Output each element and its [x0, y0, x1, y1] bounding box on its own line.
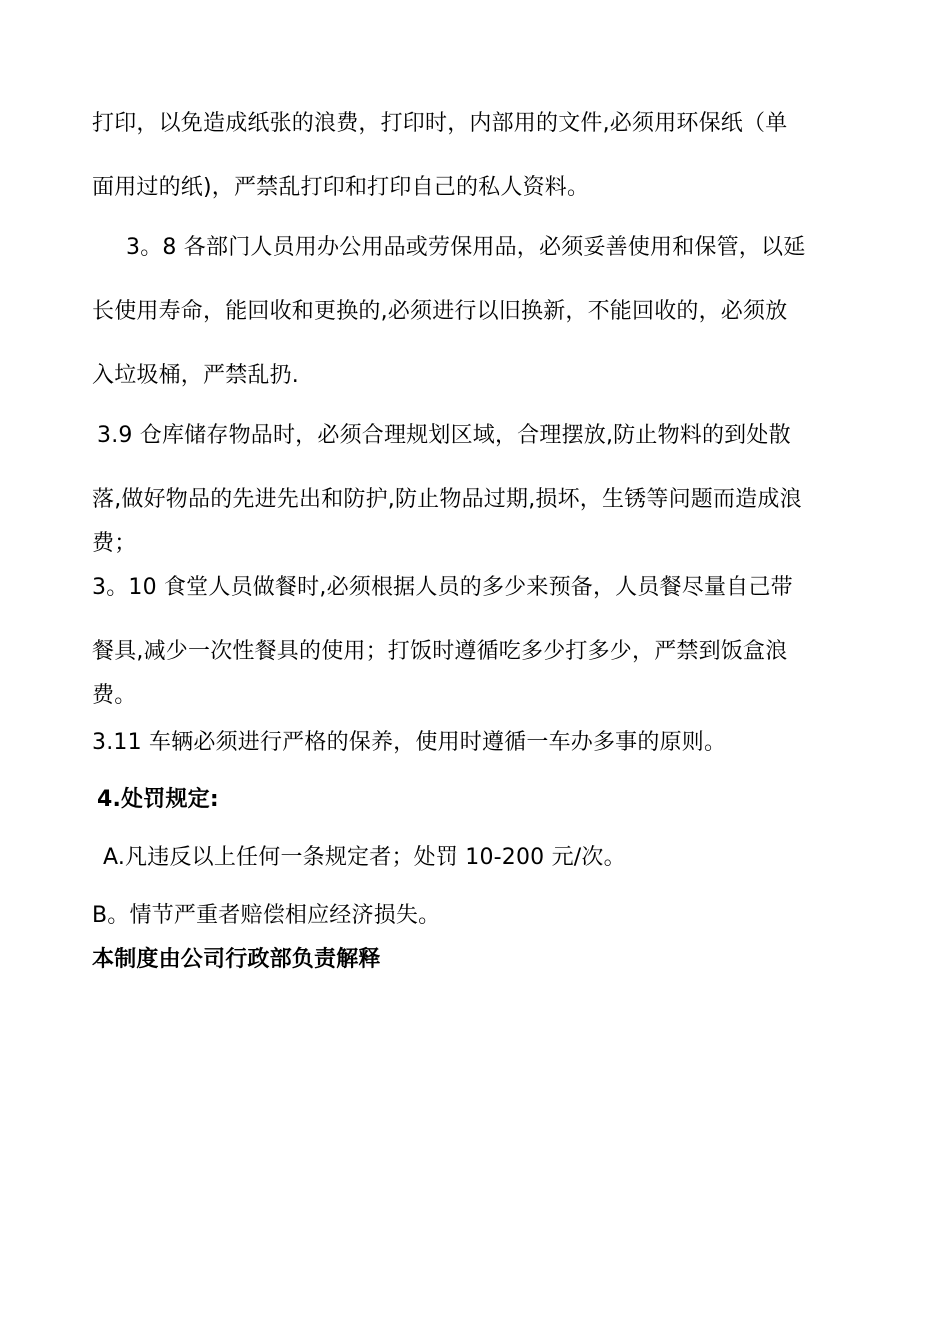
paragraph-line: 入垃圾桶，严禁乱扔.: [92, 363, 299, 388]
paragraph-line: B。情节严重者赔偿相应经济损失。: [92, 903, 441, 928]
paragraph-line: 费；: [92, 531, 137, 556]
paragraph-line: 打印，以免造成纸张的浪费，打印时，内部用的文件,必须用环保纸（单: [92, 111, 788, 136]
paragraph-line: 3.11 车辆必须进行严格的保养，使用时遵循一车办多事的原则。: [92, 730, 727, 755]
paragraph-line: 费。: [92, 683, 137, 708]
closing-statement: 本制度由公司行政部负责解释: [92, 947, 381, 972]
paragraph-line: 3.9 仓库储存物品时，必须合理规划区域，合理摆放,防止物料的到处散: [97, 423, 791, 448]
paragraph-line: 餐具,减少一次性餐具的使用；打饭时遵循吃多少打多少，严禁到饭盒浪: [92, 639, 788, 664]
paragraph-line: 3。8 各部门人员用办公用品或劳保用品，必须妥善使用和保管，以延: [126, 235, 806, 260]
paragraph-line: 落,做好物品的先进先出和防护,防止物品过期,损坏，生锈等问题而造成浪: [92, 487, 802, 512]
paragraph-line: A.凡违反以上任何一条规定者；处罚 10-200 元/次。: [103, 845, 626, 870]
paragraph-line: 3。10 食堂人员做餐时,必须根据人员的多少来预备，人员餐尽量自己带: [92, 575, 793, 600]
section-heading: 4.处罚规定:: [97, 787, 219, 812]
paragraph-line: 长使用寿命，能回收和更换的,必须进行以旧换新，不能回收的，必须放: [92, 299, 788, 324]
paragraph-line: 面用过的纸)，严禁乱打印和打印自己的私人资料。: [92, 175, 590, 200]
